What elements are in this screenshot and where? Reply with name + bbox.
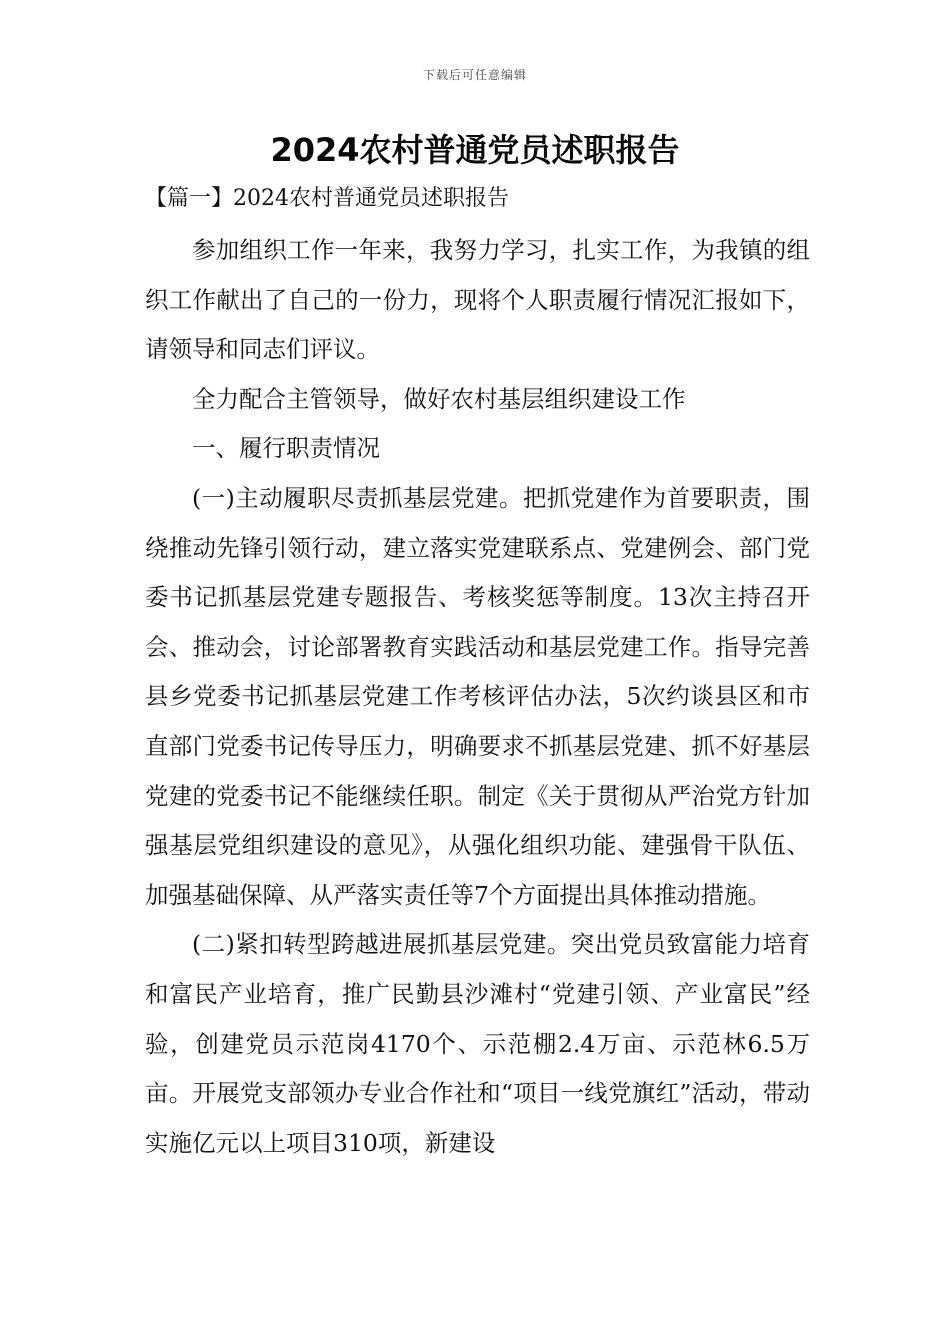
header-note: 下载后可任意编辑	[422, 68, 527, 82]
document-title: 2024农村普通党员述职报告	[270, 131, 680, 169]
section-heading: 【篇一】2024农村普通党员述职报告	[145, 186, 509, 211]
body-text	[145, 226, 810, 1168]
paragraph-heading-duties: 一、履行职责情况	[192, 434, 380, 463]
paragraph-point-two: (二)紧扣转型跨越进展抓基层党建。突出党员致富能力培育和富民产业培育，推广民勤县沙滩村“党建引领、产业富民”经验，创建党员示范岗4170个、示范棚2.4万亩、示范林6.5万亩。开展党支部领办专业合作社和“项目一线党旗红”活动，带动实施亿元以上项目310项，新建设	[145, 930, 810, 1157]
paragraph-intro: 参加组织工作一年来，我努力学习，扎实工作，为我镇的组织工作献出了自己的一份力，现将个人职责履行情况汇报如下，请领导和同志们评议。	[145, 236, 810, 364]
paragraph-point-one: (一)主动履职尽责抓基层党建。把抓党建作为首要职责，围绕推动先锋引领行动，建立落实党建联系点、党建例会、部门党委书记抓基层党建专题报告、考核奖惩等制度。13次主持召开会、推动会，讨论部署教育实践活动和基层党建工作。指导完善县乡党委书记抓基层党建工作考核评估办法，5次约谈县区和市直部门党委书记传导压力，明确要求不抓基层党建、抓不好基层党建的党委书记不能继续任职。制定《关于贯彻从严治党方针加强基层党组织建设的意见》，从强化组织功能、建强骨干队伍、加强基础保障、从严落实责任等7个方面提出具体推动措施。	[145, 483, 810, 909]
paragraph-subtitle: 全力配合主管领导，做好农村基层组织建设工作	[192, 384, 686, 413]
